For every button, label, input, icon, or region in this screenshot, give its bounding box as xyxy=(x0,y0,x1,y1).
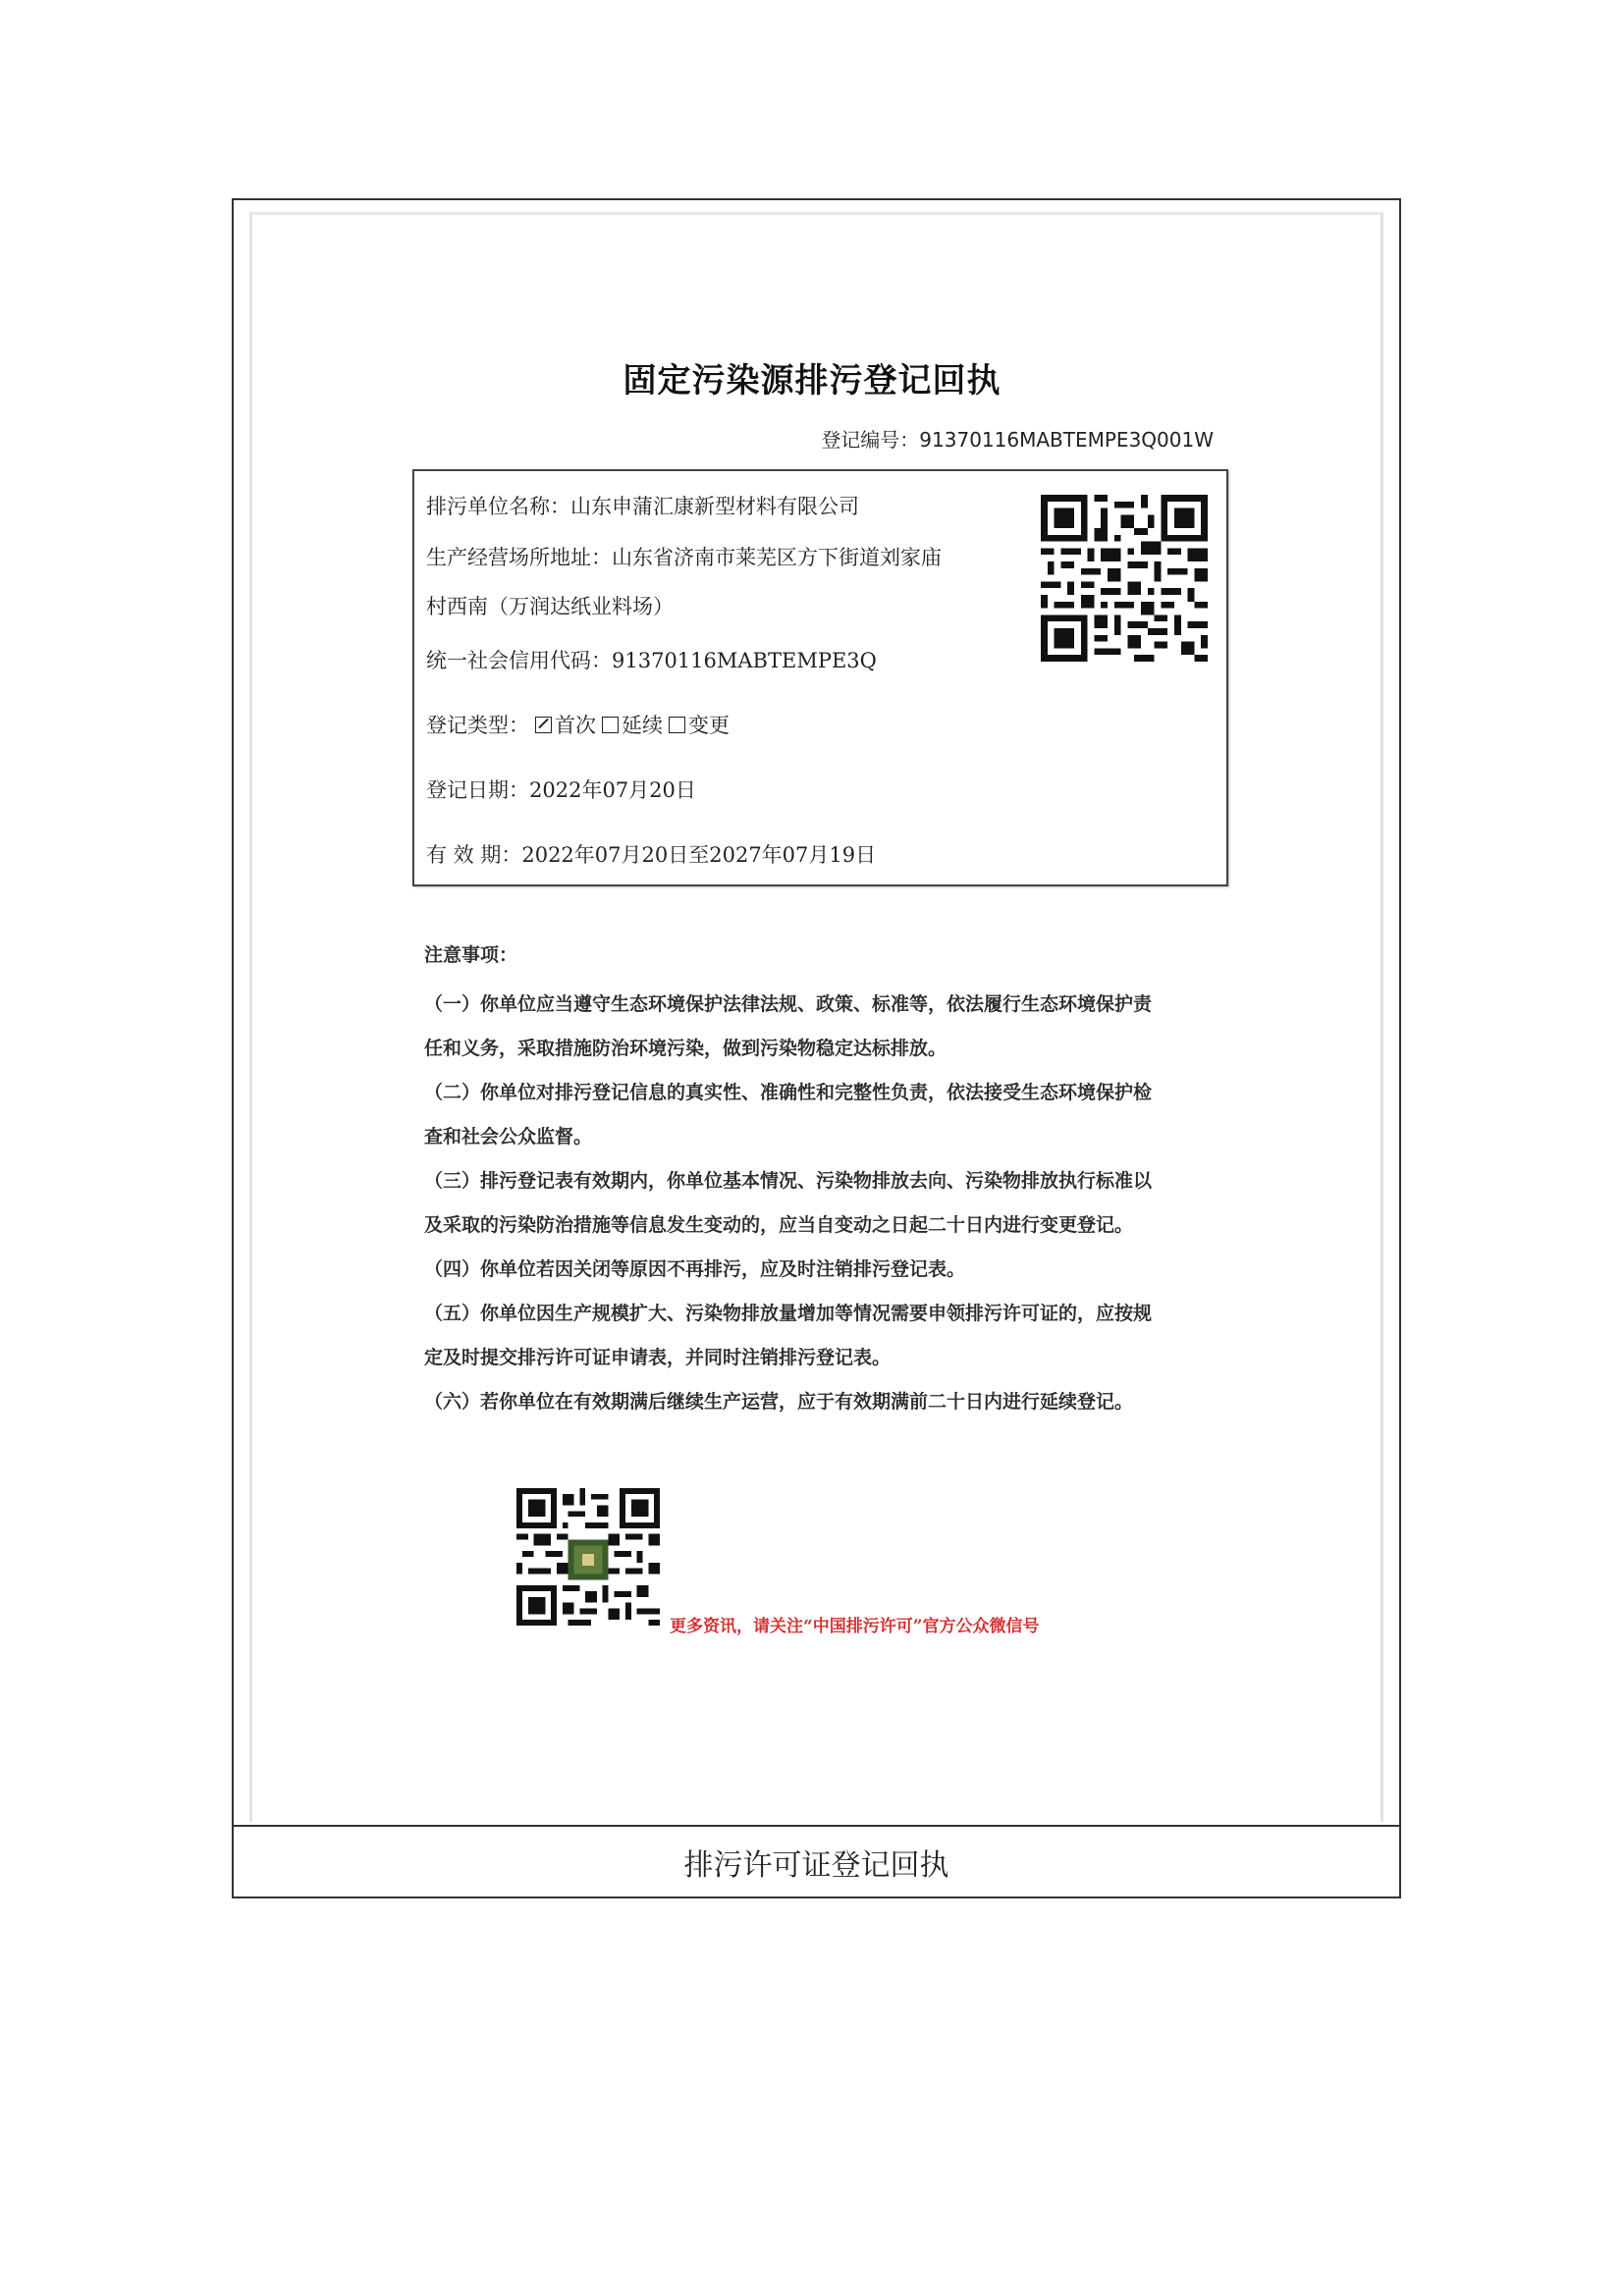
note-line: （二）你单位对排污登记信息的真实性、准确性和完整性负责，依法接受生态环境保护检 xyxy=(424,1082,1153,1103)
registration-date: 登记日期：2022年07月20日 xyxy=(426,778,696,802)
checkbox-extend-icon xyxy=(602,717,619,733)
note-line: （一）你单位应当遵守生态环境保护法律法规、政策、标准等，依法履行生态环境保护责 xyxy=(424,993,1153,1015)
wechat-note: 更多资讯，请关注“中国排污许可”官方公众微信号 xyxy=(670,1617,1040,1636)
checkbox-change-icon xyxy=(669,717,685,733)
note-line: 定及时提交排污许可证申请表，并同时注销排污登记表。 xyxy=(424,1347,892,1368)
note-line: （四）你单位若因关闭等原因不再排污，应及时注销排污登记表。 xyxy=(424,1258,966,1280)
document-title: 固定污染源排污登记回执 xyxy=(623,361,1001,400)
note-line: 查和社会公众监督。 xyxy=(424,1126,593,1148)
unit-name: 排污单位名称：山东申蒲汇康新型材料有限公司 xyxy=(426,495,859,518)
checkbox-first-checked-icon xyxy=(535,717,552,733)
qr-code-icon xyxy=(1041,495,1208,662)
note-line: （六）若你单位在有效期满后继续生产运营，应于有效期满前二十日内进行延续登记。 xyxy=(424,1391,1134,1413)
validity-period: 有 效 期：2022年07月20日至2027年07月19日 xyxy=(426,843,877,867)
notes-title: 注意事项： xyxy=(424,944,518,966)
notes-section xyxy=(424,940,1210,1424)
note-line: （五）你单位因生产规模扩大、污染物排放量增加等情况需要申领排污许可证的，应按规 xyxy=(424,1303,1153,1324)
option-first: 首次 xyxy=(555,714,596,737)
info-box xyxy=(412,469,1228,886)
wechat-qr-code-icon xyxy=(516,1488,660,1626)
credit-code: 统一社会信用代码：91370116MABTEMPE3Q xyxy=(426,649,877,672)
option-change: 变更 xyxy=(688,714,730,737)
registration-number: 登记编号：91370116MABTEMPE3Q001W xyxy=(821,428,1214,452)
registration-type xyxy=(426,710,730,739)
option-extend: 延续 xyxy=(622,714,663,737)
registration-type-label: 登记类型： xyxy=(426,714,529,737)
note-line: 及采取的污染防治措施等信息发生变动的，应当自变动之日起二十日内进行变更登记。 xyxy=(424,1214,1134,1236)
caption: 排污许可证登记回执 xyxy=(683,1847,949,1883)
address-line-2: 村西南（万润达纸业料场） xyxy=(426,595,674,618)
note-line: 任和义务，采取措施防治环境污染，做到污染物稳定达标排放。 xyxy=(424,1038,947,1059)
note-line: （三）排污登记表有效期内，你单位基本情况、污染物排放去向、污染物排放执行标准以 xyxy=(424,1170,1153,1192)
address-line-1: 生产经营场所地址：山东省济南市莱芜区方下街道刘家庙 xyxy=(426,546,942,569)
